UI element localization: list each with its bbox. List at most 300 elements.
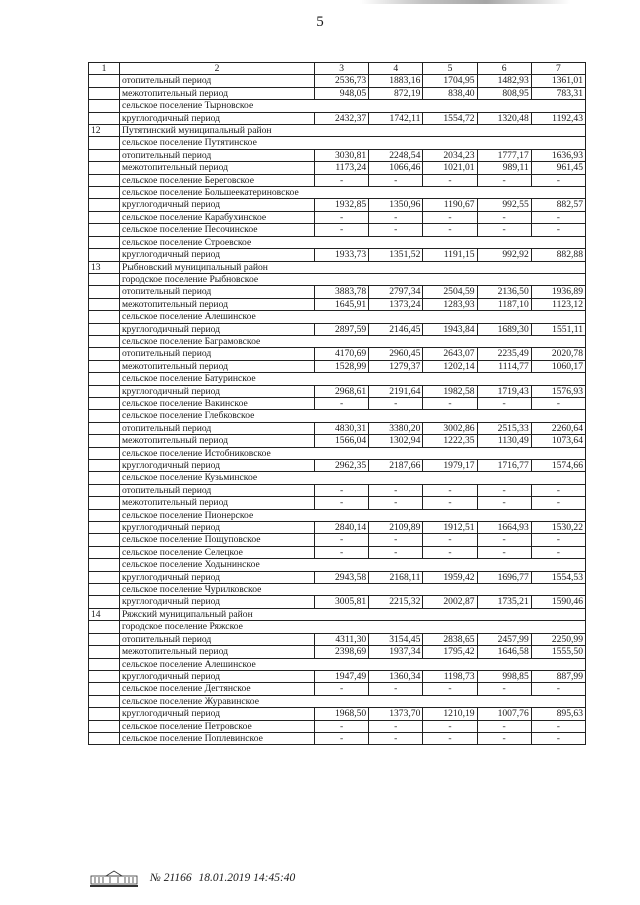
registration-datetime: 18.01.2019 14:45:40 [198, 872, 296, 884]
value-cell-col7: 1590,46 [531, 596, 585, 608]
row-number-cell [89, 646, 120, 658]
row-number-cell [89, 199, 120, 211]
value-cell-col7: 1192,43 [531, 112, 585, 124]
row-name-cell: круглогодичный период [120, 571, 315, 583]
table-row [89, 298, 586, 310]
value-cell-col4: 2248,54 [369, 149, 423, 161]
table-row [89, 410, 586, 422]
value-cell-col6: 2515,33 [477, 422, 531, 434]
value-cell-col3: 1968,50 [315, 708, 369, 720]
document-footer [88, 866, 295, 890]
row-name-cell: круглогодичный период [120, 522, 315, 534]
page-number: 5 [316, 14, 324, 30]
row-number-cell [89, 497, 120, 509]
value-cell-col5: - [423, 211, 477, 223]
value-cell-col5: 1222,35 [423, 435, 477, 447]
value-cell-col3: 2897,59 [315, 323, 369, 335]
value-cell-col7: 882,57 [531, 199, 585, 211]
header-cell-col1: 1 [89, 63, 120, 75]
table-row [89, 273, 586, 285]
table-row [89, 112, 586, 124]
value-cell-col4: - [369, 397, 423, 409]
table-row [89, 261, 586, 273]
value-cell-col4: 1937,34 [369, 646, 423, 658]
table-row [89, 385, 586, 397]
row-number-cell [89, 732, 120, 744]
row-name-cell: межотопительный период [120, 87, 315, 99]
row-name-cell: сельское поселение Пощуповское [120, 534, 315, 546]
row-number-cell [89, 236, 120, 248]
value-cell-col3: 948,05 [315, 87, 369, 99]
row-number-cell [89, 162, 120, 174]
row-name-cell: межотопительный период [120, 435, 315, 447]
value-cell-col3: 2968,61 [315, 385, 369, 397]
row-name-cell: отопительный период [120, 286, 315, 298]
value-cell-col3: 2398,69 [315, 646, 369, 658]
row-name-cell: сельское поселение Глебковское [120, 410, 586, 422]
row-number-cell [89, 87, 120, 99]
value-cell-col5: 1795,42 [423, 646, 477, 658]
value-cell-col6: - [477, 397, 531, 409]
table-row [89, 75, 586, 87]
value-cell-col4: 2215,32 [369, 596, 423, 608]
row-name-cell: круглогодичный период [120, 708, 315, 720]
row-name-cell: круглогодичный период [120, 460, 315, 472]
value-cell-col6: 1646,58 [477, 646, 531, 658]
table-row [89, 286, 586, 298]
row-number-cell [89, 335, 120, 347]
table-row [89, 174, 586, 186]
row-name-cell: отопительный период [120, 75, 315, 87]
table-row [89, 348, 586, 360]
table-row [89, 187, 586, 199]
value-cell-col6: - [477, 683, 531, 695]
row-number-cell [89, 621, 120, 633]
value-cell-col4: 1360,34 [369, 670, 423, 682]
value-cell-col6: 2235,49 [477, 348, 531, 360]
row-name-cell: отопительный период [120, 633, 315, 645]
value-cell-col4: - [369, 732, 423, 744]
row-name-cell: круглогодичный период [120, 199, 315, 211]
value-cell-col5: - [423, 534, 477, 546]
value-cell-col5: - [423, 484, 477, 496]
value-cell-col4: - [369, 484, 423, 496]
value-cell-col3: 1947,49 [315, 670, 369, 682]
value-cell-col4: 1742,11 [369, 112, 423, 124]
row-number-cell [89, 522, 120, 534]
value-cell-col5: 1959,42 [423, 571, 477, 583]
value-cell-col4: - [369, 211, 423, 223]
value-cell-col4: 1350,96 [369, 199, 423, 211]
value-cell-col3: - [315, 497, 369, 509]
row-name-cell: межотопительный период [120, 162, 315, 174]
row-name-cell: сельское поселение Селецкое [120, 546, 315, 558]
table-row [89, 509, 586, 521]
value-cell-col7: 882,88 [531, 249, 585, 261]
header-cell-col2: 2 [120, 63, 315, 75]
table-row [89, 87, 586, 99]
row-number-cell [89, 224, 120, 236]
value-cell-col5: - [423, 683, 477, 695]
value-cell-col3: 1528,99 [315, 360, 369, 372]
table-row [89, 608, 586, 620]
value-cell-col3: - [315, 211, 369, 223]
row-name-cell: круглогодичный период [120, 596, 315, 608]
table-row [89, 584, 586, 596]
value-cell-col5: 2002,87 [423, 596, 477, 608]
row-name-cell: сельское поселение Пионерское [120, 509, 586, 521]
row-name-cell: сельское поселение Тырновское [120, 100, 586, 112]
row-number-cell [89, 460, 120, 472]
value-cell-col5: 1704,95 [423, 75, 477, 87]
value-cell-col4: 1373,24 [369, 298, 423, 310]
row-name-cell: Путятинский муниципальный район [120, 125, 586, 137]
row-number-cell [89, 447, 120, 459]
value-cell-col7: - [531, 683, 585, 695]
value-cell-col4: 872,19 [369, 87, 423, 99]
row-name-cell: круглогодичный период [120, 112, 315, 124]
value-cell-col5: 838,40 [423, 87, 477, 99]
value-cell-col4: 1066,46 [369, 162, 423, 174]
table-row [89, 211, 586, 223]
table-row [89, 633, 586, 645]
row-name-cell: Рыбновский муниципальный район [120, 261, 586, 273]
value-cell-col7: - [531, 174, 585, 186]
table-row [89, 497, 586, 509]
value-cell-col3: - [315, 174, 369, 186]
row-name-cell: сельское поселение Истобниковское [120, 447, 586, 459]
table-row [89, 397, 586, 409]
value-cell-col5: - [423, 546, 477, 558]
row-number-cell [89, 422, 120, 434]
row-name-cell: межотопительный период [120, 360, 315, 372]
value-cell-col7: - [531, 546, 585, 558]
value-cell-col4: 2191,64 [369, 385, 423, 397]
value-cell-col7: - [531, 397, 585, 409]
value-cell-col6: 1130,49 [477, 435, 531, 447]
table-row [89, 236, 586, 248]
value-cell-col6: 1716,77 [477, 460, 531, 472]
row-name-cell: межотопительный период [120, 298, 315, 310]
value-cell-col7: 1530,22 [531, 522, 585, 534]
value-cell-col4: 1351,52 [369, 249, 423, 261]
value-cell-col7: 961,45 [531, 162, 585, 174]
row-name-cell: отопительный период [120, 484, 315, 496]
value-cell-col6: 1320,48 [477, 112, 531, 124]
row-number-cell [89, 708, 120, 720]
row-name-cell: городское поселение Рыбновское [120, 273, 586, 285]
value-cell-col3: - [315, 732, 369, 744]
value-cell-col7: 1636,93 [531, 149, 585, 161]
row-number-cell [89, 174, 120, 186]
value-cell-col6: 1664,93 [477, 522, 531, 534]
value-cell-col7: 1574,66 [531, 460, 585, 472]
value-cell-col4: 3380,20 [369, 422, 423, 434]
row-name-cell: сельское поселение Чурилковское [120, 584, 586, 596]
document-registration-info [150, 872, 295, 884]
value-cell-col7: 1073,64 [531, 435, 585, 447]
row-number-cell [89, 670, 120, 682]
tariff-table-body [89, 63, 586, 745]
value-cell-col7: 1936,89 [531, 286, 585, 298]
row-name-cell: отопительный период [120, 348, 315, 360]
header-cell-col7: 7 [531, 63, 585, 75]
row-name-cell: круглогодичный период [120, 323, 315, 335]
value-cell-col6: - [477, 484, 531, 496]
value-cell-col3: - [315, 484, 369, 496]
value-cell-col6: 2136,50 [477, 286, 531, 298]
value-cell-col6: - [477, 497, 531, 509]
value-cell-col5: 2034,23 [423, 149, 477, 161]
value-cell-col5: 1979,17 [423, 460, 477, 472]
value-cell-col4: 2109,89 [369, 522, 423, 534]
tariff-table-container [88, 62, 586, 745]
value-cell-col3: 1932,85 [315, 199, 369, 211]
value-cell-col4: 2797,34 [369, 286, 423, 298]
row-number-cell [89, 311, 120, 323]
header-cell-col3: 3 [315, 63, 369, 75]
row-number-cell [89, 484, 120, 496]
value-cell-col5: 2504,59 [423, 286, 477, 298]
value-cell-col5: 3002,86 [423, 422, 477, 434]
row-name-cell: сельское поселение Алешинское [120, 311, 586, 323]
value-cell-col6: 1777,17 [477, 149, 531, 161]
table-row [89, 447, 586, 459]
row-name-cell: сельское поселение Вакинское [120, 397, 315, 409]
row-name-cell: круглогодичный период [120, 670, 315, 682]
value-cell-col3: - [315, 683, 369, 695]
row-number-cell [89, 633, 120, 645]
value-cell-col6: - [477, 174, 531, 186]
row-name-cell: межотопительный период [120, 646, 315, 658]
value-cell-col6: 1696,77 [477, 571, 531, 583]
table-row [89, 460, 586, 472]
value-cell-col7: 1554,53 [531, 571, 585, 583]
value-cell-col4: 2146,45 [369, 323, 423, 335]
value-cell-col6: - [477, 546, 531, 558]
value-cell-col5: 1021,01 [423, 162, 477, 174]
value-cell-col4: 1279,37 [369, 360, 423, 372]
row-name-cell: сельское поселение Большеекатериновское [120, 187, 586, 199]
row-number-cell [89, 658, 120, 670]
value-cell-col6: 1007,76 [477, 708, 531, 720]
value-cell-col6: - [477, 732, 531, 744]
row-number-cell [89, 211, 120, 223]
value-cell-col4: 1373,70 [369, 708, 423, 720]
row-number-cell [89, 546, 120, 558]
value-cell-col7: - [531, 497, 585, 509]
value-cell-col7: 1123,12 [531, 298, 585, 310]
table-row [89, 311, 586, 323]
parliament-building-stamp-icon [88, 868, 140, 888]
value-cell-col5: - [423, 720, 477, 732]
value-cell-col5: 1190,67 [423, 199, 477, 211]
table-row [89, 546, 586, 558]
row-name-cell: сельское поселение Баграмовское [120, 335, 586, 347]
row-number-cell [89, 75, 120, 87]
row-name-cell: сельское поселение Дегтянское [120, 683, 315, 695]
value-cell-col5: - [423, 174, 477, 186]
value-cell-col7: 2260,64 [531, 422, 585, 434]
value-cell-col3: 3030,81 [315, 149, 369, 161]
value-cell-col6: 1689,30 [477, 323, 531, 335]
row-name-cell: сельское поселение Ходынинское [120, 559, 586, 571]
row-number-cell [89, 397, 120, 409]
value-cell-col4: - [369, 497, 423, 509]
value-cell-col5: 1198,73 [423, 670, 477, 682]
value-cell-col3: 1933,73 [315, 249, 369, 261]
value-cell-col4: 3154,45 [369, 633, 423, 645]
row-name-cell: сельское поселение Поплевинское [120, 732, 315, 744]
value-cell-col7: 895,63 [531, 708, 585, 720]
value-cell-col7: - [531, 720, 585, 732]
row-number-cell [89, 286, 120, 298]
row-name-cell: сельское поселение Карабухинское [120, 211, 315, 223]
row-number-cell [89, 249, 120, 261]
value-cell-col3: 2962,35 [315, 460, 369, 472]
value-cell-col6: 998,85 [477, 670, 531, 682]
value-cell-col4: - [369, 174, 423, 186]
value-cell-col6: 2457,99 [477, 633, 531, 645]
row-name-cell: сельское поселение Путятинское [120, 137, 586, 149]
value-cell-col7: 1551,11 [531, 323, 585, 335]
row-number-cell [89, 373, 120, 385]
value-cell-col5: - [423, 397, 477, 409]
value-cell-col6: 1735,21 [477, 596, 531, 608]
row-number-cell [89, 187, 120, 199]
value-cell-col6: 989,11 [477, 162, 531, 174]
value-cell-col4: - [369, 224, 423, 236]
row-number-cell: 12 [89, 125, 120, 137]
table-row [89, 162, 586, 174]
value-cell-col6: - [477, 211, 531, 223]
value-cell-col7: 887,99 [531, 670, 585, 682]
row-name-cell: сельское поселение Песочинское [120, 224, 315, 236]
row-number-cell [89, 559, 120, 571]
registration-number: № 21166 [150, 872, 192, 884]
row-number-cell [89, 100, 120, 112]
table-row [89, 670, 586, 682]
value-cell-col3: - [315, 397, 369, 409]
row-number-cell: 14 [89, 608, 120, 620]
row-number-cell [89, 273, 120, 285]
table-row [89, 472, 586, 484]
row-name-cell: круглогодичный период [120, 385, 315, 397]
value-cell-col5: 1982,58 [423, 385, 477, 397]
value-cell-col7: 1576,93 [531, 385, 585, 397]
value-cell-col7: 2250,99 [531, 633, 585, 645]
value-cell-col3: - [315, 224, 369, 236]
value-cell-col3: 1566,04 [315, 435, 369, 447]
value-cell-col3: 3883,78 [315, 286, 369, 298]
value-cell-col3: 4830,31 [315, 422, 369, 434]
table-row [89, 373, 586, 385]
value-cell-col7: - [531, 732, 585, 744]
row-number-cell [89, 534, 120, 546]
tariff-table [88, 62, 586, 745]
row-name-cell: Ряжский муниципальный район [120, 608, 586, 620]
value-cell-col5: 1283,93 [423, 298, 477, 310]
value-cell-col5: 1210,19 [423, 708, 477, 720]
row-name-cell: сельское поселение Алешинское [120, 658, 586, 670]
value-cell-col3: 1173,24 [315, 162, 369, 174]
table-row [89, 224, 586, 236]
value-cell-col5: - [423, 732, 477, 744]
row-name-cell: сельское поселение Журавинское [120, 695, 586, 707]
row-name-cell: сельское поселение Кузьминское [120, 472, 586, 484]
row-name-cell: отопительный период [120, 422, 315, 434]
value-cell-col3: 4170,69 [315, 348, 369, 360]
value-cell-col5: 2838,65 [423, 633, 477, 645]
value-cell-col5: 1943,84 [423, 323, 477, 335]
table-row [89, 137, 586, 149]
value-cell-col7: 1060,17 [531, 360, 585, 372]
value-cell-col4: 2168,11 [369, 571, 423, 583]
table-row [89, 522, 586, 534]
value-cell-col3: 4311,30 [315, 633, 369, 645]
value-cell-col7: 1361,01 [531, 75, 585, 87]
value-cell-col7: - [531, 484, 585, 496]
value-cell-col6: 1719,43 [477, 385, 531, 397]
value-cell-col7: 783,31 [531, 87, 585, 99]
value-cell-col4: - [369, 534, 423, 546]
table-row [89, 732, 586, 744]
scan-artifact [360, 0, 570, 4]
row-name-cell: сельское поселение Батуринское [120, 373, 586, 385]
row-number-cell [89, 509, 120, 521]
table-row [89, 720, 586, 732]
table-row [89, 323, 586, 335]
table-row [89, 534, 586, 546]
table-row [89, 249, 586, 261]
table-row [89, 125, 586, 137]
header-cell-col5: 5 [423, 63, 477, 75]
row-number-cell [89, 149, 120, 161]
row-name-cell: сельское поселение Береговское [120, 174, 315, 186]
value-cell-col6: 1114,77 [477, 360, 531, 372]
table-row [89, 335, 586, 347]
row-number-cell [89, 410, 120, 422]
value-cell-col5: 2643,07 [423, 348, 477, 360]
row-name-cell: отопительный период [120, 149, 315, 161]
value-cell-col7: - [531, 534, 585, 546]
value-cell-col6: 808,95 [477, 87, 531, 99]
row-number-cell [89, 584, 120, 596]
value-cell-col3: 2536,73 [315, 75, 369, 87]
row-name-cell: городское поселение Ряжское [120, 621, 586, 633]
value-cell-col5: - [423, 224, 477, 236]
value-cell-col7: - [531, 211, 585, 223]
table-row [89, 658, 586, 670]
value-cell-col6: - [477, 720, 531, 732]
value-cell-col5: 1912,51 [423, 522, 477, 534]
table-row [89, 422, 586, 434]
value-cell-col3: - [315, 720, 369, 732]
table-row [89, 683, 586, 695]
row-number-cell [89, 360, 120, 372]
value-cell-col7: 2020,78 [531, 348, 585, 360]
value-cell-col4: - [369, 546, 423, 558]
table-row [89, 360, 586, 372]
value-cell-col4: - [369, 720, 423, 732]
header-cell-col6: 6 [477, 63, 531, 75]
row-number-cell: 13 [89, 261, 120, 273]
table-row [89, 695, 586, 707]
value-cell-col4: - [369, 683, 423, 695]
value-cell-col6: 1187,10 [477, 298, 531, 310]
value-cell-col6: 992,92 [477, 249, 531, 261]
value-cell-col6: 992,55 [477, 199, 531, 211]
